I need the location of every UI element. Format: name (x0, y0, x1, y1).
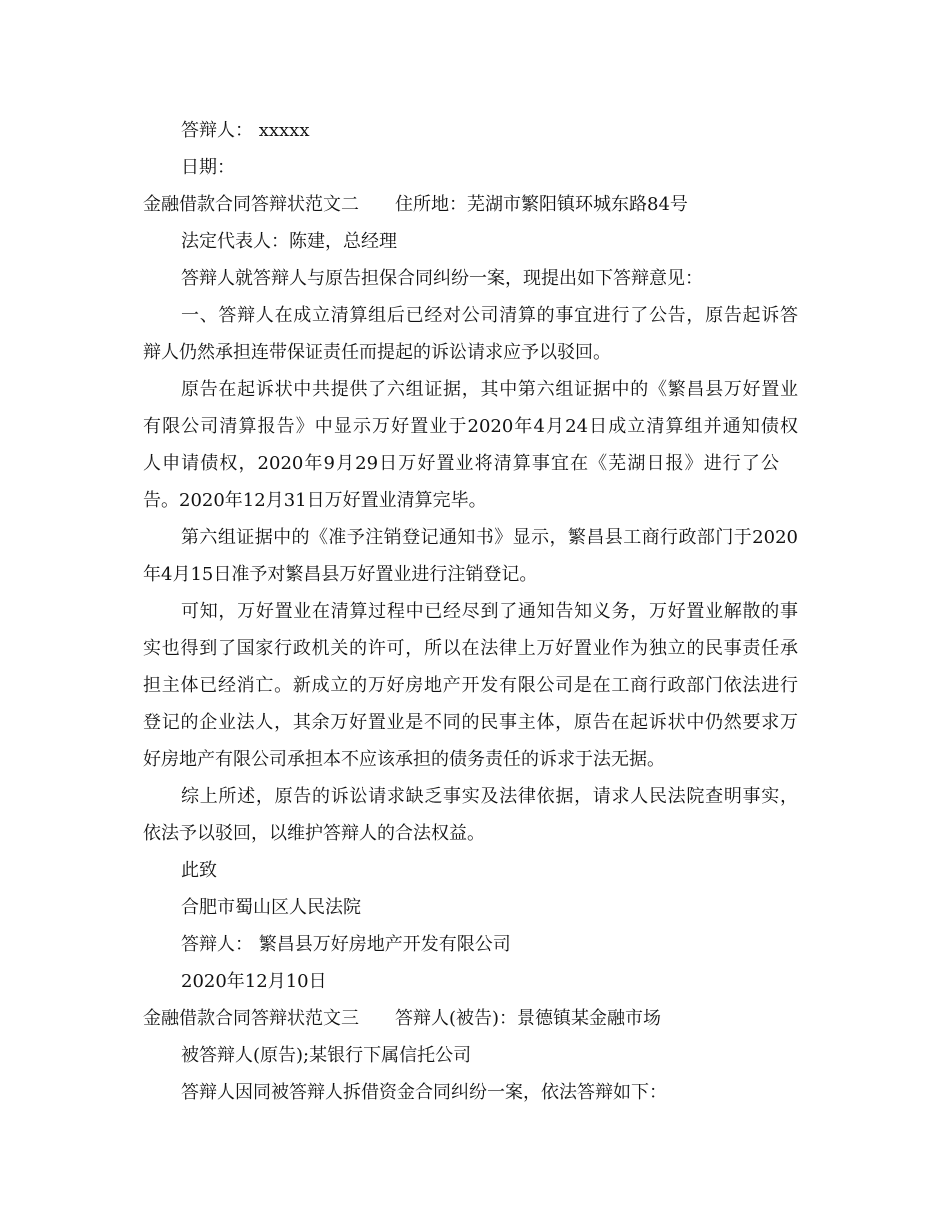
text-line: 可知，万好置业在清算过程中已经尽到了通知告知义务，万好置业解散的事 (181, 601, 798, 622)
text-line: 被答辩人(原告);某银行下属信托公司 (181, 1045, 472, 1066)
text-line: 一、答辩人在成立清算组后已经对公司清算的事宜进行了公告，原告起诉答 (181, 305, 798, 326)
text-line: 综上所述，原告的诉讼请求缺乏事实及法律依据，请求人民法院查明事实， (181, 786, 798, 807)
section-heading-line: 金融借款合同答辩状范文三 答辩人(被告)：景德镇某金融市场 (143, 1008, 662, 1029)
text-line: 担主体已经消亡。新成立的万好房地产开发有限公司是在工商行政部门依法进行 (143, 675, 798, 696)
text-line: 好房地产有限公司承担本不应该承担的债务责任的诉求于法无据。 (143, 749, 665, 770)
text-line: 第六组证据中的《准予注销登记通知书》显示，繁昌县工商行政部门于2020 (181, 527, 798, 548)
text-line: 答辩人： 繁昌县万好房地产开发有限公司 (181, 934, 511, 955)
text-line: 登记的企业法人，其余万好置业是不同的民事主体，原告在起诉状中仍然要求万 (143, 712, 798, 733)
text-line: 答辩人因同被答辩人拆借资金合同纠纷一案，依法答辩如下： (181, 1082, 667, 1103)
text-line: 法定代表人：陈建，总经理 (181, 231, 397, 252)
text-line: 此致 (181, 860, 217, 881)
text-line: 2020年12月10日 (181, 971, 327, 992)
text-line: 原告在起诉状中共提供了六组证据，其中第六组证据中的《繁昌县万好置业 (181, 379, 798, 400)
text-line: 有限公司清算报告》中显示万好置业于2020年4月24日成立清算组并通知债权 (143, 416, 798, 437)
section-heading-line: 金融借款合同答辩状范文二 住所地：芜湖市繁阳镇环城东路84号 (143, 194, 688, 215)
text-line: 合肥市蜀山区人民法院 (181, 897, 361, 918)
text-line: 人申请债权，2020年9月29日万好置业将清算事宜在《芜湖日报》进行了公 (143, 453, 779, 474)
text-line: 告。2020年12月31日万好置业清算完毕。 (143, 490, 487, 511)
text-line: 答辩人就答辩人与原告担保合同纠纷一案，现提出如下答辩意见： (181, 268, 703, 289)
text-line: 实也得到了国家行政机关的许可，所以在法律上万好置业作为独立的民事责任承 (143, 638, 798, 659)
text-line: 辩人仍然承担连带保证责任而提起的诉讼请求应予以驳回。 (143, 342, 611, 363)
text-line: 答辩人： xxxxx (181, 120, 310, 141)
text-line: 年4月15日准予对繁昌县万好置业进行注销登记。 (143, 564, 538, 585)
text-line: 依法予以驳回，以维护答辩人的合法权益。 (143, 823, 485, 844)
text-line: 日期： (181, 157, 235, 178)
